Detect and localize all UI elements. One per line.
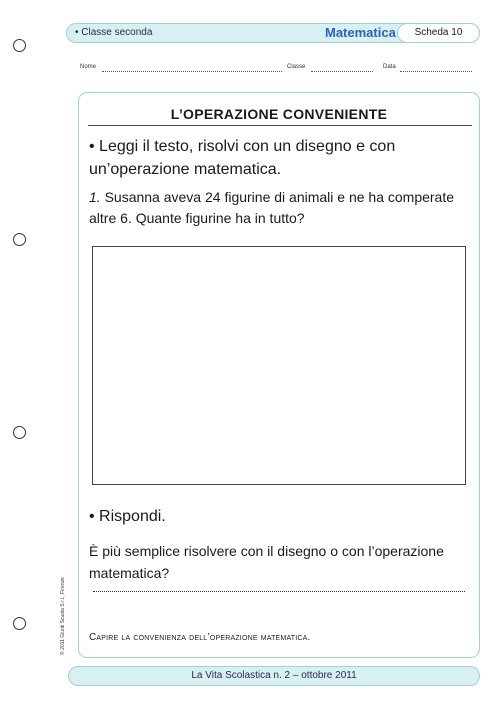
learning-goal: Capire la convenienza dell’operazione matematica. (89, 632, 311, 643)
binder-hole-lower-middle (13, 426, 26, 439)
student-info-fields (80, 64, 472, 76)
class-field-label: Classe (287, 64, 306, 70)
question-2-text: È più semplice risolvere con il disegno o con l’operazione matematica? (89, 543, 444, 581)
binder-hole-bottom (13, 617, 26, 630)
name-label: Nome (80, 64, 97, 70)
footer-text: La Vita Scolastica n. 2 – ottobre 2011 (191, 670, 357, 681)
sheet-number: Scheda 10 (397, 23, 480, 43)
class-line[interactable] (311, 71, 373, 72)
copyright-text: © 2011 Giunti Scuola S.r.l., Firenze (60, 577, 66, 655)
title-divider (88, 125, 472, 126)
binder-hole-top (13, 39, 26, 52)
question-1 (89, 187, 469, 229)
drawing-area[interactable] (92, 246, 466, 485)
binder-hole-upper-middle (13, 233, 26, 246)
subject-title: Matematica (325, 25, 396, 40)
answer-line[interactable] (93, 591, 465, 592)
question-1-text: Susanna aveva 24 figurine di animali e ne ha comperate altre 6. Quante figurine ha in tutto? (89, 189, 455, 226)
name-line[interactable] (102, 71, 282, 72)
date-label: Data (383, 64, 396, 70)
class-label: • Classe seconda (75, 27, 153, 38)
date-line[interactable] (400, 71, 472, 72)
respond-label: • Rispondi. (89, 508, 166, 525)
header-bar (66, 23, 480, 43)
worksheet-title: L’OPERAZIONE CONVENIENTE (170, 106, 388, 122)
instruction-text: • Leggi il testo, risolvi con un disegno e con un’operazione matematica. (89, 138, 396, 178)
footer-bar (68, 666, 480, 686)
question-number: 1. (89, 189, 101, 205)
